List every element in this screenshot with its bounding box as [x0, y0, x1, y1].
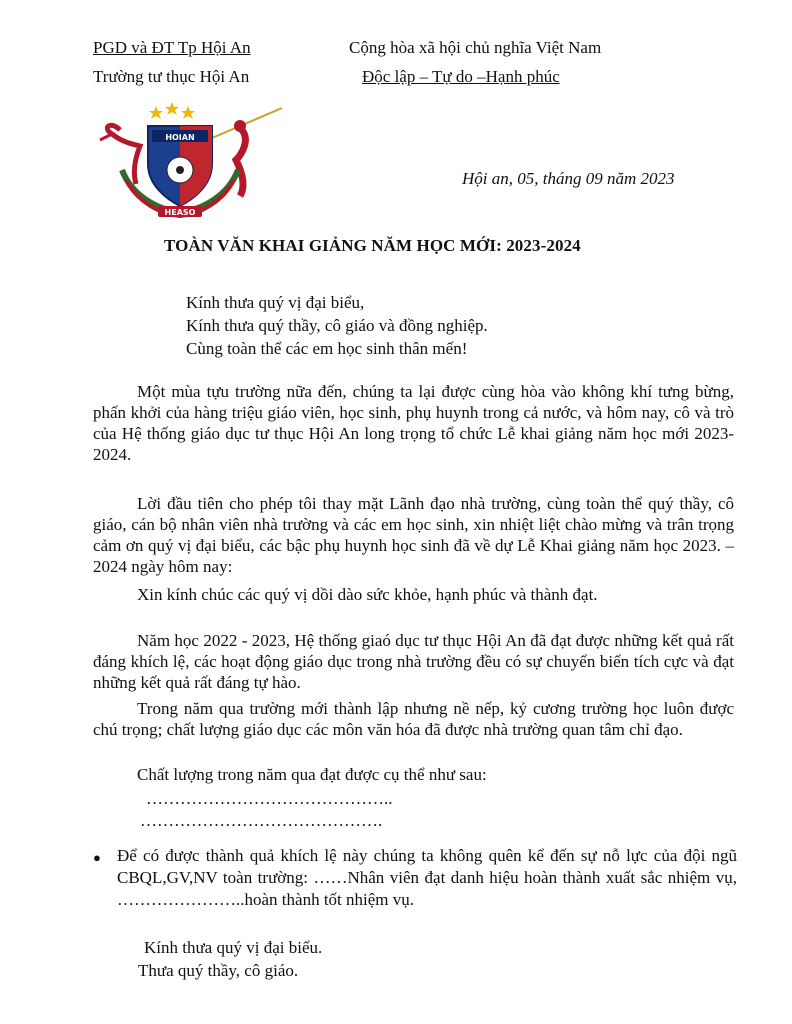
paragraph-opening	[93, 381, 734, 465]
closing-line-1: Kính thưa quý vị đại biểu.	[144, 938, 323, 957]
paragraph-opening-text: Một mùa tựu trường nữa đến, chúng ta lại được cùng hòa vào không khí tưng bừng, phấn khởi của hàng triệu giáo viên, học sinh, phụ huynh trong cả nước, và hôm nay, cô và trò của Hệ thống giáo dục tư thục Hội An long trọng tổ chức Lễ khai giảng năm học mới 2023-2024.	[93, 382, 734, 464]
crest-bottom-text: HEASO	[164, 208, 196, 217]
bullet-paragraph: Để có được thành quả khích lệ này chúng ta không quên kể đến sự nỗ lực của đội ngũ CBQL,GV,NV toàn trường: ……Nhân viên đạt danh hiệu hoàn thành xuất sắc nhiệm vụ, …………………..hoàn thành tốt nhiệm vụ.	[117, 846, 737, 909]
header-school-name: Trường tư thục Hội An	[93, 67, 250, 86]
dotted-line-2: …………………………………….	[140, 811, 383, 830]
date-line: Hội an, 05, tháng 09 năm 2023	[462, 169, 675, 188]
dotted-line-1: ……………………………………..	[146, 789, 393, 808]
greeting-line-1: Kính thưa quý vị đại biểu,	[186, 293, 365, 312]
paragraph-welcome-text: Lời đầu tiên cho phép tôi thay mặt Lãnh đạo nhà trường, cùng toàn thể quý thầy, cô giáo, cán bộ nhân viên nhà trường và các em học sinh, xin nhiệt liệt chào mừng và trân trọng cảm ơn quý vị đại biểu, các bậc phụ huynh học sinh đã về dự Lễ Khai giảng năm học 2023. – 2024 ngày hôm nay:	[93, 494, 734, 576]
header-motto: Độc lập – Tự do –Hạnh phúc	[362, 67, 560, 86]
school-crest-icon	[92, 100, 284, 218]
header-department: PGD và ĐT Tp Hội An	[93, 38, 251, 57]
paragraph-achievements	[93, 630, 734, 693]
bullet-marker: ●	[93, 850, 101, 865]
closing-line-2: Thưa quý thầy, cô giáo.	[138, 961, 299, 980]
paragraph-discipline	[93, 698, 734, 740]
quality-intro: Chất lượng trong năm qua đạt được cụ thể như sau:	[137, 765, 487, 784]
paragraph-welcome	[93, 493, 734, 577]
document-title: TOÀN VĂN KHAI GIẢNG NĂM HỌC MỚI: 2023-2024	[164, 236, 581, 255]
greeting-line-2: Kính thưa quý thầy, cô giáo và đồng nghiệp.	[186, 316, 488, 335]
greeting-line-3: Cùng toàn thể các em học sinh thân mến!	[186, 339, 468, 358]
wish-line: Xin kính chúc các quý vị dồi dào sức khỏe, hạnh phúc và thành đạt.	[137, 585, 598, 604]
paragraph-achievements-text: Năm học 2022 - 2023, Hệ thống giaó dục tư thục Hội An đã đạt được những kết quả rất đáng khích lệ, các hoạt động giáo dục trong nhà trường đều có sự chuyển biến tích cực và đạt những kết quả rất đáng tự hào.	[93, 631, 734, 692]
paragraph-discipline-text: Trong năm qua trường mới thành lập nhưng nề nếp, kỷ cương trường học luôn được chú trọng; chất lượng giáo dục các môn văn hóa đã được nhà trường quan tâm chỉ đạo.	[93, 699, 734, 739]
crest-top-text: HOIAN	[165, 133, 195, 142]
header-country: Cộng hòa xã hội chủ nghĩa Việt Nam	[349, 38, 602, 57]
